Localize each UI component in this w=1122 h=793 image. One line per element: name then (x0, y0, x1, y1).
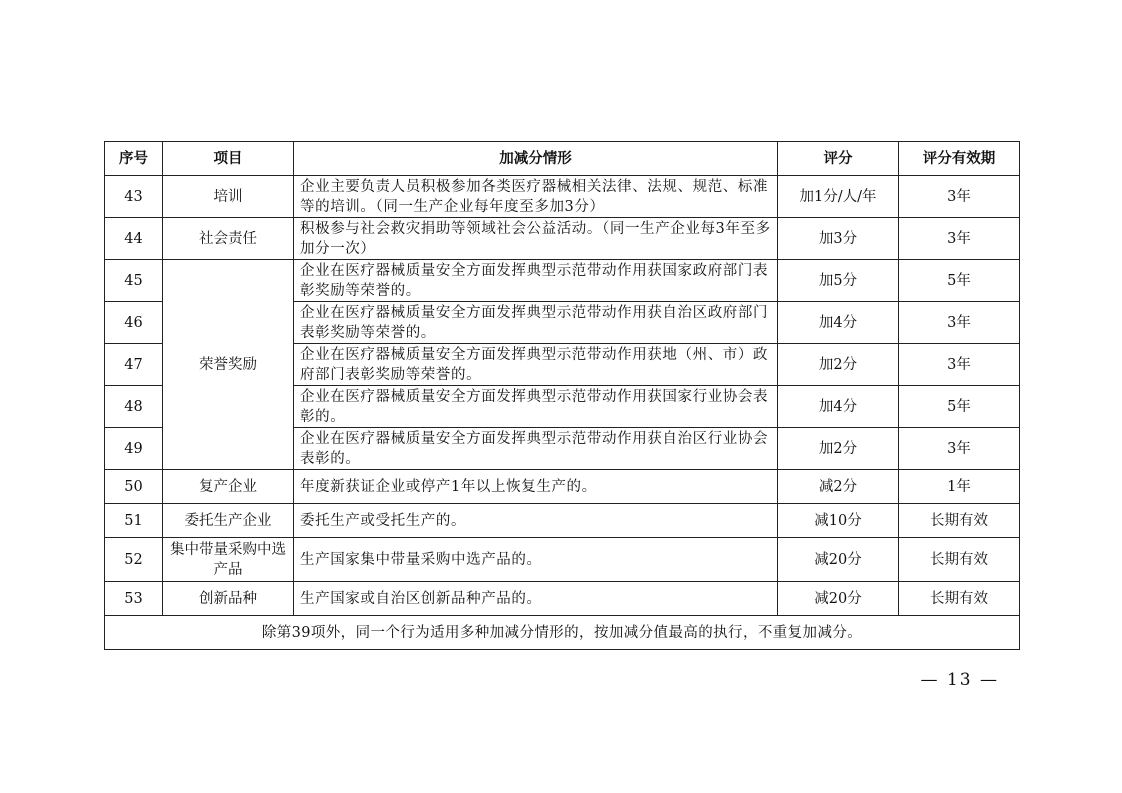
row-validity: 1年 (899, 470, 1020, 504)
row-validity: 3年 (899, 176, 1020, 218)
row-score: 加1分/人/年 (778, 176, 899, 218)
row-validity: 长期有效 (899, 538, 1020, 582)
row-number: 51 (105, 504, 163, 538)
row-description: 企业在医疗器械质量安全方面发挥典型示范带动作用获国家政府部门表彰奖励等荣誉的。 (294, 260, 778, 302)
row-item: 集中带量采购中选产品 (163, 538, 294, 582)
table-row (105, 470, 1020, 504)
table-footnote: 除第39项外，同一个行为适用多种加减分情形的，按加减分值最高的执行，不重复加减分。 (105, 616, 1020, 650)
row-item: 复产企业 (163, 470, 294, 504)
row-number: 45 (105, 260, 163, 302)
row-score: 加3分 (778, 218, 899, 260)
row-description: 生产国家集中带量采购中选产品的。 (294, 538, 778, 582)
row-number: 49 (105, 428, 163, 470)
row-description: 企业主要负责人员积极参加各类医疗器械相关法律、法规、规范、标准等的培训。（同一生产企业每年度至多加3分） (294, 176, 778, 218)
row-description: 年度新获证企业或停产1年以上恢复生产的。 (294, 470, 778, 504)
row-score: 减2分 (778, 470, 899, 504)
row-number: 53 (105, 582, 163, 616)
table-row (105, 582, 1020, 616)
row-description: 企业在医疗器械质量安全方面发挥典型示范带动作用获地（州、市）政府部门表彰奖励等荣誉的。 (294, 344, 778, 386)
table-row (105, 260, 1020, 302)
score-table (104, 141, 1020, 650)
row-description: 委托生产或受托生产的。 (294, 504, 778, 538)
row-number: 46 (105, 302, 163, 344)
row-number: 47 (105, 344, 163, 386)
table-header-row (105, 142, 1020, 176)
row-score: 减10分 (778, 504, 899, 538)
row-item: 社会责任 (163, 218, 294, 260)
row-number: 50 (105, 470, 163, 504)
row-item: 创新品种 (163, 582, 294, 616)
row-description: 企业在医疗器械质量安全方面发挥典型示范带动作用获自治区政府部门表彰奖励等荣誉的。 (294, 302, 778, 344)
row-item-merged: 荣誉奖励 (163, 260, 294, 470)
row-score: 加4分 (778, 386, 899, 428)
table-row (105, 176, 1020, 218)
row-description: 积极参与社会救灾捐助等领域社会公益活动。（同一生产企业每3年至多加分一次） (294, 218, 778, 260)
page-number: — 13 — (920, 670, 999, 690)
row-description: 企业在医疗器械质量安全方面发挥典型示范带动作用获自治区行业协会表彰的。 (294, 428, 778, 470)
row-score: 减20分 (778, 582, 899, 616)
row-description: 企业在医疗器械质量安全方面发挥典型示范带动作用获国家行业协会表彰的。 (294, 386, 778, 428)
header-item: 项目 (163, 142, 294, 176)
row-validity: 5年 (899, 386, 1020, 428)
row-number: 43 (105, 176, 163, 218)
row-validity: 3年 (899, 218, 1020, 260)
row-validity: 5年 (899, 260, 1020, 302)
row-validity: 长期有效 (899, 582, 1020, 616)
header-condition: 加减分情形 (294, 142, 778, 176)
row-number: 48 (105, 386, 163, 428)
row-item: 培训 (163, 176, 294, 218)
row-validity: 3年 (899, 302, 1020, 344)
row-validity: 3年 (899, 344, 1020, 386)
row-validity: 长期有效 (899, 504, 1020, 538)
header-score: 评分 (778, 142, 899, 176)
row-validity: 3年 (899, 428, 1020, 470)
row-item: 委托生产企业 (163, 504, 294, 538)
table-note-row (105, 616, 1020, 650)
row-score: 加4分 (778, 302, 899, 344)
row-description: 生产国家或自治区创新品种产品的。 (294, 582, 778, 616)
row-number: 52 (105, 538, 163, 582)
row-number: 44 (105, 218, 163, 260)
table-row (105, 218, 1020, 260)
header-validity: 评分有效期 (899, 142, 1020, 176)
row-score: 加2分 (778, 344, 899, 386)
header-serial-number: 序号 (105, 142, 163, 176)
row-score: 加2分 (778, 428, 899, 470)
table-row (105, 504, 1020, 538)
row-score: 加5分 (778, 260, 899, 302)
table-row (105, 538, 1020, 582)
row-score: 减20分 (778, 538, 899, 582)
